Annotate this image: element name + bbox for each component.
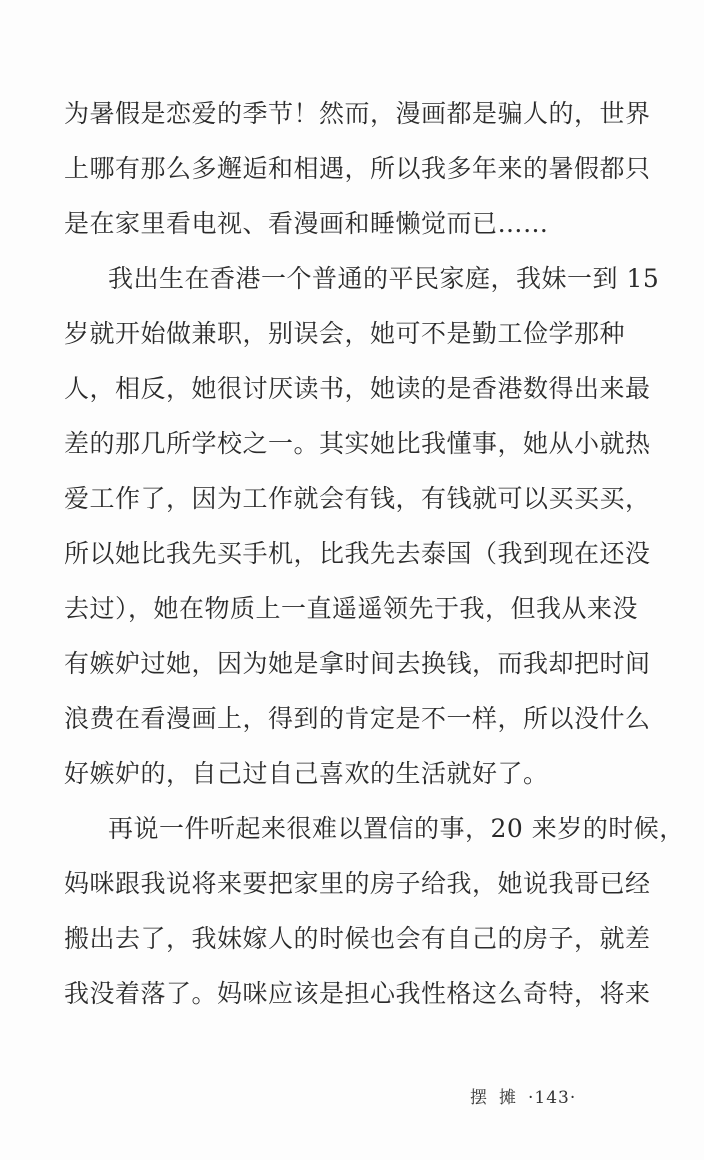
page-footer	[470, 1080, 630, 1116]
text-line: 差的那几所学校之一。其实她比我懂事，她从小就热	[64, 429, 651, 458]
text-line: 浪费在看漫画上，得到的肯定是不一样，所以没什么	[64, 704, 651, 733]
text-line: 去过），她在物质上一直遥遥领先于我，但我从来没	[64, 594, 639, 623]
text-line: 妈咪跟我说将来要把家里的房子给我，她说我哥已经	[64, 869, 651, 898]
paragraph	[64, 801, 685, 1021]
text-line: 搬出去了，我妹嫁人的时候也会有自己的房子，就差	[64, 924, 651, 953]
text-line: 所以她比我先买手机，比我先去泰国（我到现在还没	[64, 539, 651, 568]
text-line: 为暑假是恋爱的季节！然而，漫画都是骗人的，世界	[64, 99, 651, 128]
text-line: 上哪有那么多邂逅和相遇，所以我多年来的暑假都只	[64, 154, 651, 183]
text-line: 人，相反，她很讨厌读书，她读的是香港数得出来最	[64, 374, 651, 403]
text-line: 好嫉妒的，自己过自己喜欢的生活就好了。	[64, 759, 549, 788]
text-line: 我出生在香港一个普通的平民家庭，我妹一到 15	[108, 264, 660, 293]
paragraph	[64, 251, 660, 801]
running-head: 摆摊	[470, 1088, 528, 1108]
text-line: 爱工作了，因为工作就会有钱，有钱就可以买买买，	[64, 484, 651, 513]
page-number: ·143·	[528, 1088, 577, 1108]
paragraph	[64, 86, 651, 251]
text-line: 我没着落了。妈咪应该是担心我性格这么奇特，将来	[64, 979, 651, 1008]
body-text	[64, 86, 685, 1021]
text-line: 是在家里看电视、看漫画和睡懒觉而已……	[64, 209, 549, 238]
text-line: 再说一件听起来很难以置信的事，20 来岁的时候，	[108, 814, 685, 843]
text-line: 岁就开始做兼职，别误会，她可不是勤工俭学那种	[64, 319, 626, 348]
text-line: 有嫉妒过她，因为她是拿时间去换钱，而我却把时间	[64, 649, 651, 678]
